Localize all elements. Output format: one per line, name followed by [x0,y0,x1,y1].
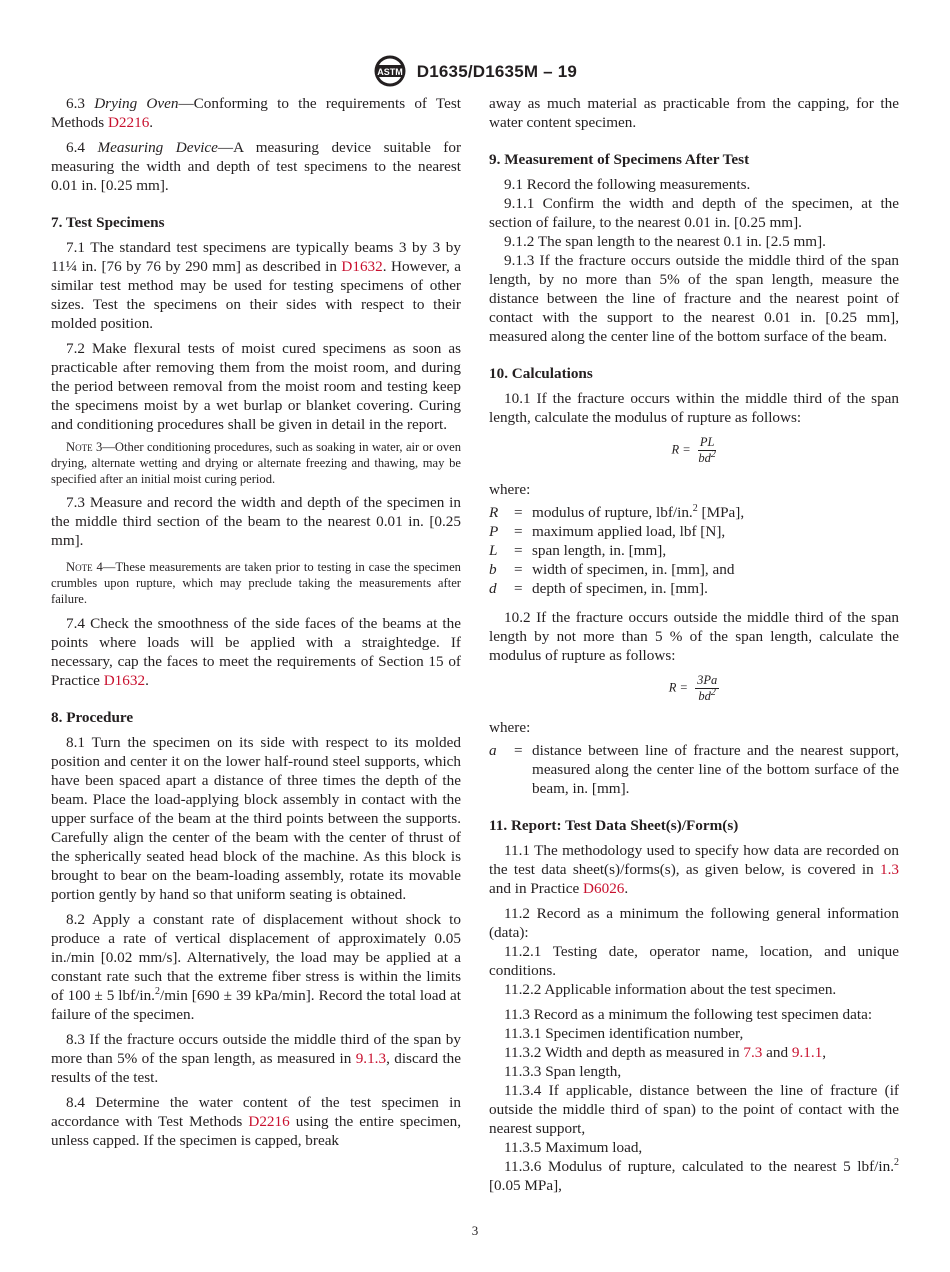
page-number: 3 [471,1223,479,1238]
link-d1632[interactable]: D1632 [341,258,383,275]
note-3: Note 3—Other conditioning procedures, such as soaking in water, air or oven drying, alternate wetting and drying or alternate freezing and thawing, may be specified after an initial moist curing period. [51,440,461,486]
link-9-1-1[interactable]: 9.1.1 [791,1044,823,1061]
variable-list [489,503,899,598]
section-11-3-3: 11.3.3 Span length, [504,1063,622,1080]
section-8-1: 8.1 Turn the specimen on its side with respect to its molded position and center it on the lower half-round steel supports, which have been spaced apart a distance of three times the depth of the beam. Place the load-applying block assembly in contact with the upper surface of the beam at the third points between the supports. Carefully align the center of the beam with the center of thrust of the spherically seated head block of the machine. As this block is brought to bear on the beam-loading assembly, rotate its movable portion gently by hand so that uniform seating is obtained. [51,733,461,903]
section-11-2: 11.2 Record as a minimum the following general information (data): [489,905,899,941]
section-8-2: 8.2 Apply a constant rate of displacement without shock to produce a rate of vertical displacement of approximately 0.05 in./min [0.02 mm/s]. Alternatively, the load may be applied at a constant rate such that the extreme fiber stress is within the limits of 100 ± 5 lbf/in.$^2$/min [690 ± 39 kPa/min]. Record the total load at failure of the specimen. [51,910,462,1023]
section-11-3-4: 11.3.4 If applicable, distance between the line of fracture (if outside the middle third of span) to the point of contact with the nearest support, [489,1082,899,1137]
link-d2216-water[interactable]: D2216 [248,1112,290,1130]
section-7-1: 7.1 The standard test specimens are typically beams 3 by 3 by 11¼ in. [76 by 76 by 290 mm] as described in D1632. However, a similar test method may be used for testing specimens of other sizes. Test the specimens on their sides with respect to their molded position. [51,239,462,332]
link-d2216[interactable]: D2216 [107,114,150,131]
section-11-3: 11.3 Record as a minimum the following test specimen data: [504,1006,873,1023]
link-9-1-3[interactable]: 9.1.3 [355,1049,387,1067]
formula-modulus-middle: R = $\frac{PL}{bd^2}$ [671,435,716,465]
section-9-1: 9.1 Record the following measurements. [504,176,751,193]
where-label-2: where: [489,719,531,736]
section-8-3: 8.3 If the fracture occurs outside the middle third of the span by more than 5% of the span length, as measured in 9.1.3, discard the results of the test. [51,1030,461,1086]
heading-test-specimens: 7. Test Specimens [51,214,165,231]
section-9-1-2: 9.1.2 The span length to the nearest 0.1 in. [2.5 mm]. [504,233,826,250]
heading-procedure: 8. Procedure [51,708,134,726]
section-11-2-2: 11.2.2 Applicable information about the test specimen. [504,981,837,998]
section-10-1: 10.1 If the fracture occurs within the middle third of the span length, calculate the modulus of rupture as follows: [489,390,899,426]
variable-P: P = maximum applied load, lbf [N], [489,523,726,540]
section-11-3-5: 11.3.5 Maximum load, [504,1139,643,1156]
section-9-1-1: 9.1.1 Confirm the width and depth of the specimen, at the section of failure, to the nearest 0.01 in. [0.25 mm]. [489,195,899,231]
heading-report: 11. Report: Test Data Sheet(s)/Form(s) [489,817,739,834]
formula-modulus-outside: R = $\frac{3Pa}{bd^2}$ [668,673,718,703]
section-11-1: 11.1 The methodology used to specify how data are recorded on the test data sheet(s)/forms(s), as given below, is covered in 1.3 and in Practice D6026. [489,842,899,897]
variable-R: R = modulus of rupture, lbf/in.$^2$ [MPa], [489,502,745,521]
variable-a: a = distance between line of fracture and the nearest support, measured along the center line of the bottom surface of the beam, in. [mm]. [489,742,899,797]
link-d1632-practice[interactable]: D1632 [103,671,146,689]
section-11-2-1: 11.2.1 Testing date, operator name, location, and unique conditions. [489,943,899,979]
page-header [0,54,950,88]
section-7-4: 7.4 Check the smoothness of the side faces of the beams at the points where loads will be applied with a straightedge. If necessary, cap the faces to meet the requirements of Section 15 of Practice D1632. [51,614,461,689]
section-10-2: 10.2 If the fracture occurs outside the middle third of the span length by not more than 5 % of the span length, calculate the modulus of rupture as follows: [489,609,899,664]
section-7-2: 7.2 Make flexural tests of moist cured specimens as soon as practicable after removing them from the moist room, and during the period between removal from the moist room and testing keep the specimens moist by a wet burlap or blanket covering. Curing and conditioning procedures shall be given in detail in the report. [51,340,461,433]
link-7-3[interactable]: 7.3 [743,1044,763,1061]
document-code: D1635/D1635M – 19 [416,61,578,81]
section-11-3-1: 11.3.1 Specimen identification number, [504,1025,744,1042]
variable-L: L = span length, in. [mm], [489,542,667,559]
section-11-3-6: 11.3.6 Modulus of rupture, calculated to the nearest 5 lbf/in.$^2$ [0.05 MPa], [489,1156,899,1194]
note-4: Note 4—These measurements are taken prior to testing in case the specimen crumbles upon rupture, which may preclude taking the measurements after failure. [51,560,461,606]
section-6-3: 6.3 Drying Oven—Conforming to the requirements of Test Methods D2216. [51,95,461,131]
link-d6026[interactable]: D6026 [583,880,625,897]
continued-text: away as much material as practicable from the capping, for the water content specimen. [489,95,899,131]
link-1-3[interactable]: 1.3 [880,861,899,878]
astm-logo-icon [373,54,407,88]
section-8-4: 8.4 Determine the water content of the test specimen in accordance with Test Methods D2216 using the entire specimen, unless capped. If the specimen is capped, break [51,1093,461,1149]
heading-measurement: 9. Measurement of Specimens After Test [489,151,750,168]
heading-calculations: 10. Calculations [489,365,593,382]
where-label: where: [489,481,531,498]
right-column [489,94,899,1195]
variable-b: b = width of specimen, in. [mm], and [489,561,735,578]
section-11-3-2: 11.3.2 Width and depth as measured in 7.3 and 9.1.1, [504,1044,827,1061]
section-7-3: 7.3 Measure and record the width and depth of the specimen in the middle third section of the beam to the nearest 0.01 in. [0.25 mm]. [51,494,461,550]
svg-text:ASTM: ASTM [377,67,403,77]
section-6-4: 6.4 Measuring Device—A measuring device suitable for measuring the width and depth of test specimens to the nearest 0.01 in. [0.25 mm]. [51,139,461,194]
variable-d: d = depth of specimen, in. [mm]. [489,580,708,597]
section-9-1-3: 9.1.3 If the fracture occurs outside the middle third of the span length, by no more than 5% of the span length, measure the distance between the line of fracture and the nearest point of contact with the support to the nearest 0.01 in. [0.25 mm], measured along the center line of the bottom surface of the beam. [489,252,899,345]
left-column [51,94,461,1156]
